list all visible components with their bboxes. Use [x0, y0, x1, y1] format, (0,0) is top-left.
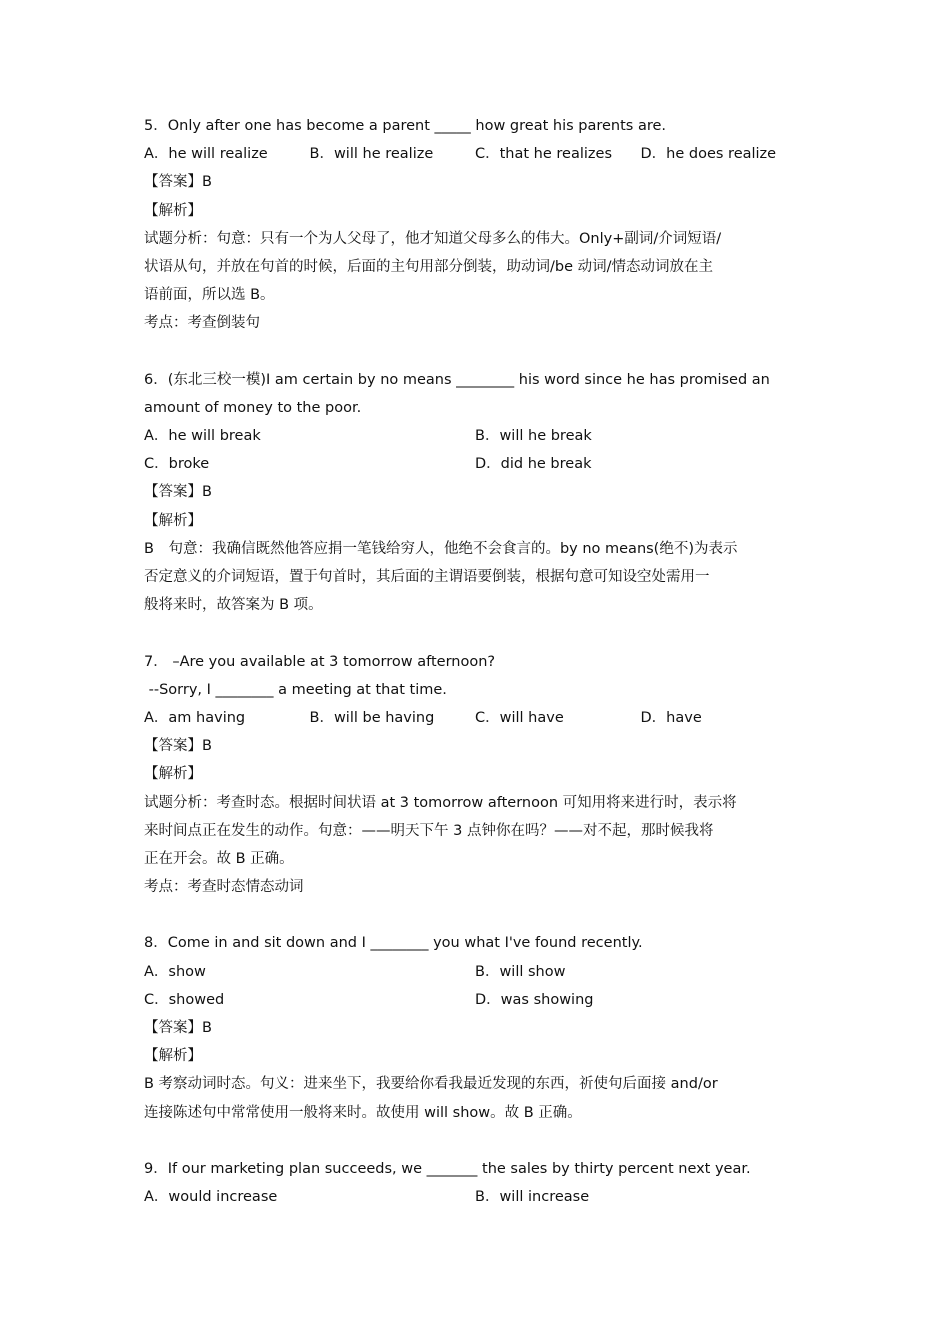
document-page — [144, 112, 806, 1211]
question-stem: --Sorry, I ________ a meeting at that time. — [144, 681, 447, 698]
option-b: B．will show — [475, 963, 566, 980]
option-b: B．will be having — [309, 709, 435, 726]
option-a: A．show — [144, 963, 206, 980]
question-5 — [144, 112, 806, 338]
options-row — [144, 958, 806, 986]
question-7 — [144, 648, 806, 902]
analysis-text: 状语从句，并放在句首的时候，后面的主句用部分倒装，助动词/be 动词/情态动词放在主 — [144, 258, 714, 275]
question-9 — [144, 1155, 806, 1211]
analysis-text: 来时间点正在发生的动作。句意：——明天下午 3 点钟你在吗？——对不起，那时候我将 — [144, 822, 714, 839]
analysis-text: B 句意：我确信既然他答应捐一笔钱给穷人，他绝不会食言的。by no means(绝不)为表示 — [144, 540, 738, 557]
option-c: C．broke — [144, 456, 210, 473]
analysis-text: B 考察动词时态。句义：进来坐下，我要给你看我最近发现的东西，祈使句后面接 and/or — [144, 1076, 718, 1093]
option-a: A．he will realize — [144, 146, 268, 163]
options-row — [144, 704, 806, 732]
spacer — [144, 619, 806, 647]
option-b: B．will he realize — [309, 146, 434, 163]
spacer — [144, 1127, 806, 1155]
question-stem: 8．Come in and sit down and I ________ you what I've found recently. — [144, 935, 643, 952]
option-c: C．will have — [475, 709, 564, 726]
option-c: C．that he realizes — [475, 146, 612, 163]
option-a: A．would increase — [144, 1189, 278, 1206]
options-row — [144, 140, 806, 168]
answer-line: 【答案】B — [144, 738, 212, 755]
question-stem: 5．Only after one has become a parent _____ how great his parents are. — [144, 118, 667, 134]
analysis-text: 般将来时，故答案为 B 项。 — [144, 597, 323, 614]
options-row — [144, 986, 806, 1014]
answer-line: 【答案】B — [144, 1020, 212, 1036]
option-b: B．will increase — [475, 1189, 590, 1206]
analysis-text: 否定意义的介词短语，置于句首时，其后面的主谓语要倒装，根据句意可知设空处需用一 — [144, 569, 710, 585]
option-a: A．he will break — [144, 428, 261, 445]
option-d: D．was showing — [475, 991, 594, 1008]
question-stem: 6．(东北三校一模)I am certain by no means ________ his word since he has promised an — [144, 371, 770, 388]
analysis-text: 连接陈述句中常常使用一般将来时。故使用 will show。故 B 正确。 — [144, 1104, 582, 1121]
spacer — [144, 338, 806, 366]
analysis-text: 试题分析：考查时态。根据时间状语 at 3 tomorrow afternoon 可知用将来进行时，表示将 — [144, 794, 737, 811]
option-b: B．will he break — [475, 428, 592, 445]
options-row — [144, 422, 806, 450]
question-8 — [144, 929, 806, 1126]
spacer — [144, 901, 806, 929]
answer-line: 【答案】B — [144, 484, 212, 501]
options-row — [144, 1183, 806, 1211]
option-d: D．he does realize — [640, 146, 777, 163]
analysis-label: 【解析】 — [144, 202, 202, 219]
answer-line: 【答案】B — [144, 174, 212, 191]
question-stem: amount of money to the poor. — [144, 399, 362, 416]
analysis-text: 考点：考查倒装句 — [144, 315, 260, 332]
option-a: A．am having — [144, 709, 246, 726]
option-d: D．did he break — [475, 456, 592, 473]
analysis-text: 语前面，所以选 B。 — [144, 287, 275, 304]
question-stem: 7． –Are you available at 3 tomorrow afternoon? — [144, 653, 496, 670]
question-stem: 9．If our marketing plan succeeds, we _______ the sales by thirty percent next year. — [144, 1160, 751, 1177]
analysis-text: 正在开会。故 B 正确。 — [144, 850, 294, 867]
analysis-label: 【解析】 — [144, 766, 202, 783]
analysis-label: 【解析】 — [144, 1048, 202, 1065]
analysis-text: 考点：考查时态情态动词 — [144, 879, 304, 896]
analysis-label: 【解析】 — [144, 512, 202, 529]
option-d: D．have — [640, 709, 702, 726]
options-row — [144, 450, 806, 478]
question-6 — [144, 366, 806, 620]
option-c: C．showed — [144, 991, 225, 1008]
analysis-text: 试题分析：句意：只有一个为人父母了，他才知道父母多么的伟大。Only+副词/介词短语/ — [144, 230, 722, 247]
